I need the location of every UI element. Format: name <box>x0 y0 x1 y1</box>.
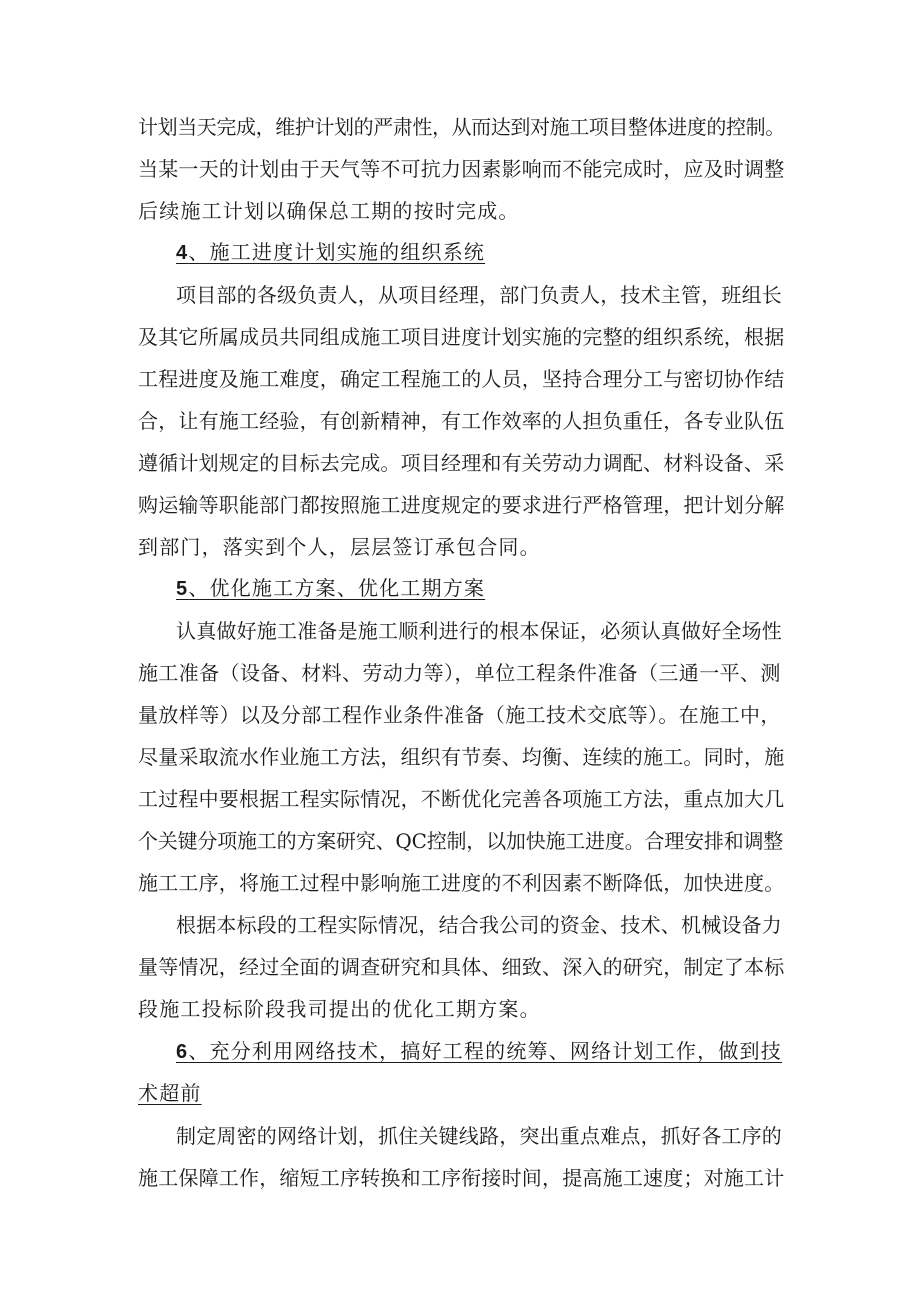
paragraph-line: 段施工投标阶段我司提出的优化工期方案。 <box>138 997 541 1021</box>
paragraph-line: 后续施工计划以确保总工期的按时完成。 <box>138 199 520 223</box>
paragraph-line: 当某一天的计划由于天气等不可抗力因素影响而不能完成时，应及时调整 <box>138 157 785 181</box>
paragraph-line: 认真做好施工准备是施工顺利进行的根本保证，必须认真做好全场性 <box>176 619 782 643</box>
section-4-heading <box>176 238 485 267</box>
paragraph-line: 工程进度及施工难度，确定工程施工的人员，坚持合理分工与密切协作结 <box>138 367 785 391</box>
paragraph-line: 到部门，落实到个人，层层签订承包合同。 <box>138 535 541 559</box>
section-6-heading <box>176 1037 782 1066</box>
paragraph-line: 量等情况，经过全面的调查研究和具体、细致、深入的研究，制定了本标 <box>138 955 785 979</box>
section-5-heading <box>176 574 485 603</box>
section-6-title-line1: 、充分利用网络技术，搞好工程的统筹、网络计划工作，做到技 <box>188 1039 782 1063</box>
section-6-title-line2: 术超前 <box>138 1081 202 1105</box>
paragraph-line: 遵循计划规定的目标去完成。项目经理和有关劳动力调配、材料设备、采 <box>138 451 785 475</box>
paragraph-line: 制定周密的网络计划，抓住关键线路，突出重点难点，抓好各工序的 <box>176 1124 782 1148</box>
paragraph-line: 项目部的各级负责人，从项目经理，部门负责人，技术主管，班组长 <box>176 283 782 307</box>
paragraph-line: 尽量采取流水作业施工方法，组织有节奏、均衡、连续的施工。同时，施 <box>138 745 785 769</box>
paragraph-line: 个关键分项施工的方案研究、QC控制，以加快施工进度。合理安排和调整 <box>138 829 784 853</box>
section-4-number: 4 <box>176 242 189 264</box>
paragraph-line: 合，让有施工经验，有创新精神，有工作效率的人担负重任，各专业队伍 <box>138 409 785 433</box>
section-6-number: 6 <box>176 1041 189 1063</box>
section-5-title: 、优化施工方案、优化工期方案 <box>188 576 486 600</box>
paragraph-line: 计划当天完成，维护计划的严肃性，从而达到对施工项目整体进度的控制。 <box>138 115 785 139</box>
paragraph-line: 工过程中要根据工程实际情况，不断优化完善各项施工方法，重点加大几 <box>138 787 785 811</box>
section-4-title: 、施工进度计划实施的组织系统 <box>188 240 486 264</box>
paragraph-line: 量放样等）以及分部工程作业条件准备（施工技术交底等）。在施工中， <box>138 703 781 727</box>
section-5-number: 5 <box>176 578 189 600</box>
paragraph-line: 及其它所属成员共同组成施工项目进度计划实施的完整的组织系统，根据 <box>138 325 785 349</box>
section-6-heading-continued <box>138 1079 202 1107</box>
paragraph-line: 施工保障工作，缩短工序转换和工序衔接时间，提高施工速度；对施工计 <box>138 1166 785 1190</box>
paragraph-line: 根据本标段的工程实际情况，结合我公司的资金、技术、机械设备力 <box>176 913 782 937</box>
paragraph-line: 施工准备（设备、材料、劳动力等），单位工程条件准备（三通一平、测 <box>138 661 781 685</box>
paragraph-line: 施工工序，将施工过程中影响施工进度的不利因素不断降低，加快进度。 <box>138 871 785 895</box>
paragraph-line: 购运输等职能部门都按照施工进度规定的要求进行严格管理，把计划分解 <box>138 493 785 517</box>
